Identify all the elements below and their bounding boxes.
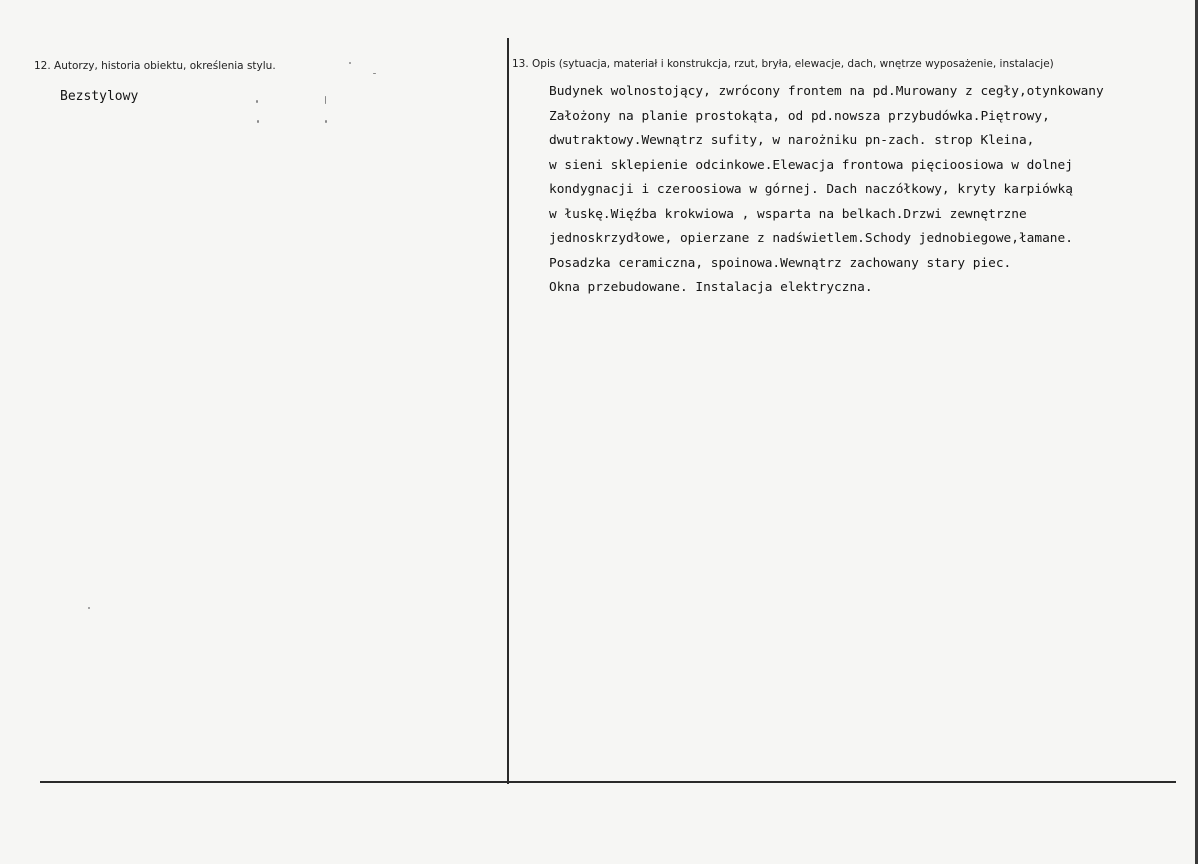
section-13-label: 13. Opis (sytuacja, materiał i konstrukcja, rzut, bryła, elewacje, dach, wnętrze wyposażenie, instalacje) <box>512 58 1054 70</box>
description-line: jednoskrzydłowe, opierzane z nadświetlem.Schody jednobiegowe,łamane. <box>549 231 1073 246</box>
paper-speck <box>257 120 259 123</box>
paper-speck <box>256 100 258 103</box>
bottom-rule <box>40 781 1176 783</box>
description-line: Posadzka ceramiczna, spoinowa.Wewnątrz zachowany stary piec. <box>549 255 1012 271</box>
column-divider <box>507 38 509 784</box>
description-text <box>549 80 1189 301</box>
paper-speck <box>349 62 351 64</box>
style-value: Bezstylowy <box>60 89 139 104</box>
description-line: kondygnacji i czeroosiowa w górnej. Dach naczółkowy, kryty karpiówką <box>549 182 1073 197</box>
description-line: Budynek wolnostojący, zwrócony frontem na pd.Murowany z cegły,otynkowany <box>549 84 1104 99</box>
section-12-label: 12. Autorzy, historia obiektu, określenia stylu. <box>34 60 276 72</box>
description-line: w sieni sklepienie odcinkowe.Elewacja frontowa pięcioosiowa w dolnej <box>549 157 1073 173</box>
description-line: Okna przebudowane. Instalacja elektryczna. <box>549 280 873 295</box>
paper-speck <box>325 96 326 104</box>
paper-speck <box>373 73 376 74</box>
paper-speck <box>325 120 327 123</box>
paper-speck <box>88 607 90 609</box>
description-line: dwutraktowy.Wewnątrz sufity, w narożniku pn-zach. strop Kleina, <box>549 133 1035 148</box>
description-line: Założony na planie prostokąta, od pd.nowsza przybudówka.Piętrowy, <box>549 108 1050 124</box>
description-line: w łuskę.Więźba krokwiowa , wsparta na belkach.Drzwi zewnętrzne <box>549 206 1027 222</box>
